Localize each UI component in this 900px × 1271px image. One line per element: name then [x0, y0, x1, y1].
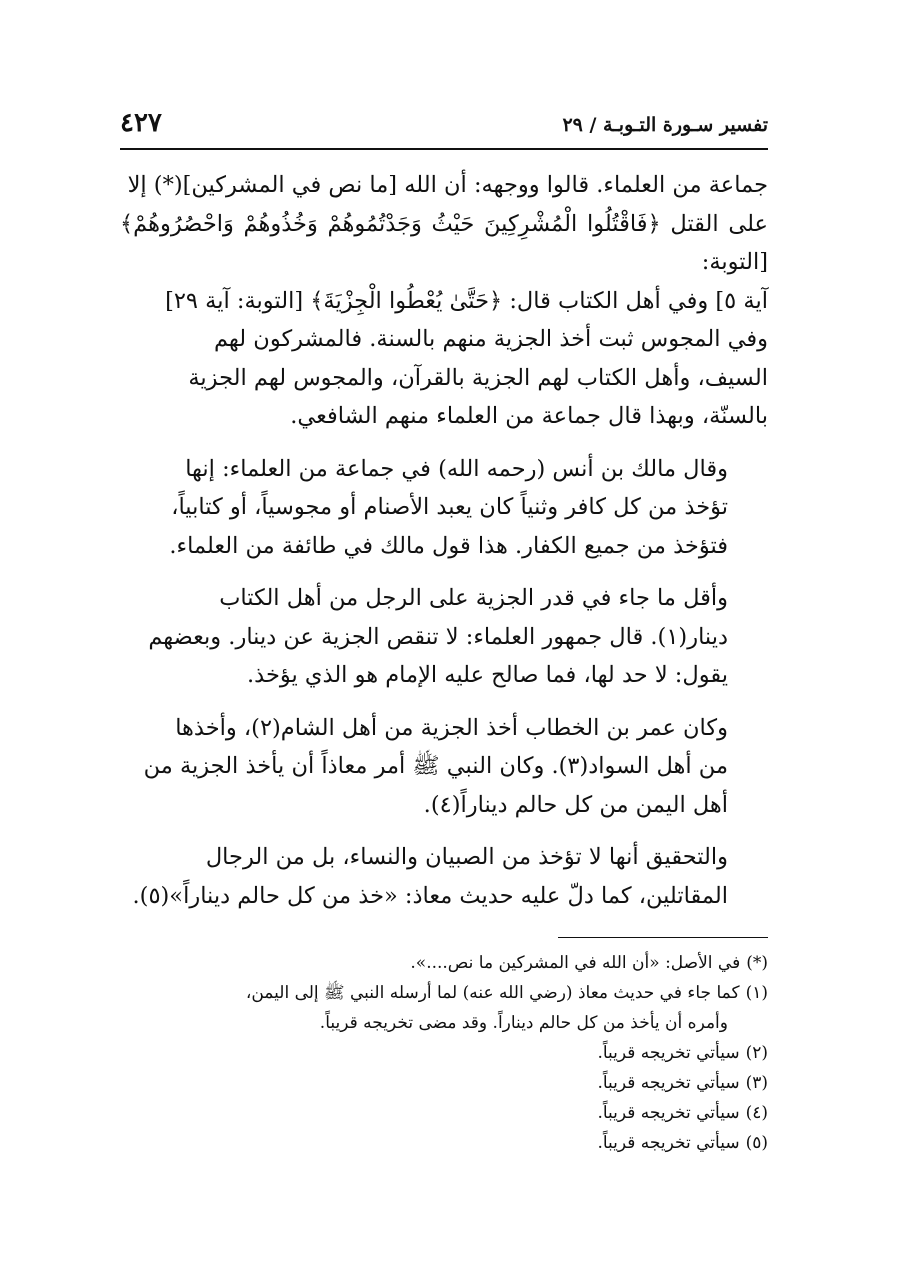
footnote-2	[120, 1038, 768, 1068]
footnote-text: وأمره أن يأخذ من كل حالم ديناراً. وقد مضى تخريجه قريباً.	[319, 1013, 728, 1033]
paragraph-1	[120, 166, 768, 436]
main-text	[120, 166, 768, 915]
footnote-mark: (٤)	[745, 1103, 768, 1123]
paragraph-5	[120, 838, 768, 915]
footnote-text: سيأتي تخريجه قريباً.	[597, 1133, 740, 1153]
footnote-1	[120, 978, 768, 1008]
text-line: أهل اليمن من كل حالم ديناراً(٤).	[423, 791, 728, 818]
footnote-mark: (١)	[745, 983, 768, 1003]
footnote-1-continuation	[120, 1008, 768, 1038]
footnote-5	[120, 1128, 768, 1158]
footnote-mark: (٢)	[745, 1043, 768, 1063]
text-line: بالسنّة، وبهذا قال جماعة من العلماء منهم الشافعي.	[290, 403, 768, 429]
page-number: ٤٢٧	[120, 108, 162, 138]
footnote-text: سيأتي تخريجه قريباً.	[597, 1073, 740, 1093]
footnote-mark: (*)	[746, 953, 768, 973]
footnote-text: سيأتي تخريجه قريباً.	[597, 1043, 740, 1063]
paragraph-4	[120, 709, 768, 825]
text-line: تؤخذ من كل كافر وثنياً كان يعبد الأصنام أو مجوسياً، أو كتابياً،	[171, 494, 728, 520]
text-line: والتحقيق أنها لا تؤخذ من الصبيان والنساء، بل من الرجال	[205, 844, 728, 870]
page-header	[120, 108, 768, 150]
text-line: وكان عمر بن الخطاب أخذ الجزية من أهل الشام(٢)، وأخذها	[175, 714, 728, 741]
text-line: دينار(١). قال جمهور العلماء: لا تنقص الجزية عن دينار. وبعضهم	[148, 623, 728, 650]
book-page	[120, 108, 768, 1158]
paragraph-3	[120, 579, 768, 695]
footnote-mark: (٣)	[745, 1073, 768, 1093]
running-title: تفسير سـورة التـوبـة / ٢٩	[562, 114, 768, 136]
text-line: يقول: لا حد لها، فما صالح عليه الإمام هو الذي يؤخذ.	[247, 662, 728, 688]
text-line: جماعة من العلماء. قالوا ووجهه: أن الله [ما نص في المشركين](*) إلا	[127, 172, 768, 198]
text-line: وفي المجوس ثبت أخذ الجزية منهم بالسنة. فالمشركون لهم	[213, 326, 768, 352]
text-line: المقاتلين، كما دلّ عليه حديث معاذ: «خذ من كل حالم ديناراً»(٥).	[132, 882, 728, 909]
text-line: وقال مالك بن أنس (رحمه الله) في جماعة من العلماء: إنها	[185, 455, 728, 482]
text-line: وأقل ما جاء في قدر الجزية على الرجل من أهل الكتاب	[219, 585, 728, 611]
footnote-star	[120, 948, 768, 978]
footnote-text: سيأتي تخريجه قريباً.	[597, 1103, 740, 1123]
text-line: من أهل السواد(٣). وكان النبي ﷺ أمر معاذاً أن يأخذ الجزية من	[143, 753, 728, 779]
text-line: فتؤخذ من جميع الكفار. هذا قول مالك في طائفة من العلماء.	[169, 532, 728, 559]
paragraph-2	[120, 450, 768, 566]
footnote-separator	[558, 937, 768, 938]
footnote-4	[120, 1098, 768, 1128]
footnote-mark: (٥)	[745, 1133, 768, 1153]
footnote-text: كما جاء في حديث معاذ (رضي الله عنه) لما أرسله النبي ﷺ إلى اليمن،	[245, 983, 740, 1003]
footnotes	[120, 948, 768, 1158]
text-line: على القتل ﴿فَاقْتُلُوا الْمُشْرِكِينَ حَيْثُ وَجَدْتُمُوهُمْ وَخُذُوهُمْ وَاحْصُرُوهُمْ﴾ [التوبة:	[120, 210, 768, 275]
text-line: آية ٥] وفي أهل الكتاب قال: ﴿حَتَّىٰ يُعْطُوا الْجِزْيَةَ﴾ [التوبة: آية ٢٩]	[165, 287, 768, 314]
text-line: السيف، وأهل الكتاب لهم الجزية بالقرآن، والمجوس لهم الجزية	[188, 364, 768, 391]
footnote-3	[120, 1068, 768, 1098]
footnote-text: في الأصل: «أن الله في المشركين ما نص....».	[410, 953, 741, 973]
